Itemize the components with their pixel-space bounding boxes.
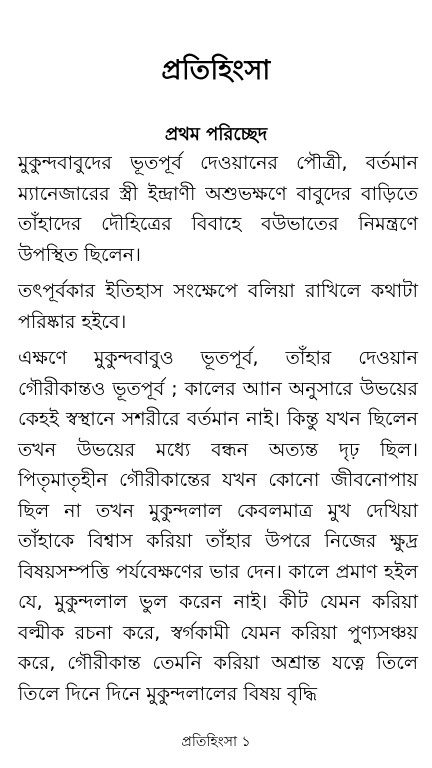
chapter-body bbox=[18, 148, 418, 715]
paragraph-2: তৎপূর্বকার ইতিহাস সংক্ষেপে বলিয়া রাখিলে কথাটা পরিষ্কার হইবে। bbox=[18, 280, 418, 333]
chapter-title: প্রথম পরিচ্ছেদ bbox=[164, 124, 268, 145]
paragraph-3: এক্ষণে মুকুন্দবাবুও ভূতপূর্ব, তাঁহার দেওয়ান গৌরীকান্তও ভূতপূর্ব ; কালের আান অনুসারে উভয়ের কেহই স্বস্থানে সশরীরে বর্তমান নাই। কিন্তু যখন ছিলেন তখন উভয়ের মধ্যে বন্ধন অত্যন্ত দৃঢ় ছিল। পিতৃমাতৃহীন গৌরীকান্তের যখন কোনো জীবনোপায় ছিল না তখন মুকুন্দলাল কেবলমাত্র মুখ দেখিয়া তাঁহাকে বিশ্বাস করিয়া তাঁহার উপরে নিজের ক্ষুদ্র বিষয়সম্পত্তি পর্যবেক্ষণের ভার দেন। কালে প্রমাণ হইল যে, মুকুন্দলাল ভুল করেন নাই। কীট যেমন করিয়া বল্মীক রচনা করে, স্বর্গকামী যেমন করিয়া পুণ্যসঞ্চয় করে, গৌরীকান্ত তেমনি করিয়া অশ্রান্ত যত্নে তিলে তিলে দিনে দিনে মুকুন্দলালের বিষয় বৃদ্ধি bbox=[18, 347, 418, 705]
book-title: প্রতিহিংসা bbox=[161, 55, 271, 86]
page-footer: প্রতিহিংসা ১ bbox=[181, 734, 251, 750]
paragraph-1: মুকুন্দবাবুদের ভূতপূর্ব দেওয়ানের পৌত্রী, বর্তমান ম্যানেজারের স্ত্রী ইন্দ্রাণী অশুভক্ষণে বাবুদের বাড়িতে তাঁহাদের দৌহিত্রের বিবাহে বউভাতের নিমন্ত্রণে উপস্থিত ছিলেন। bbox=[18, 152, 418, 266]
